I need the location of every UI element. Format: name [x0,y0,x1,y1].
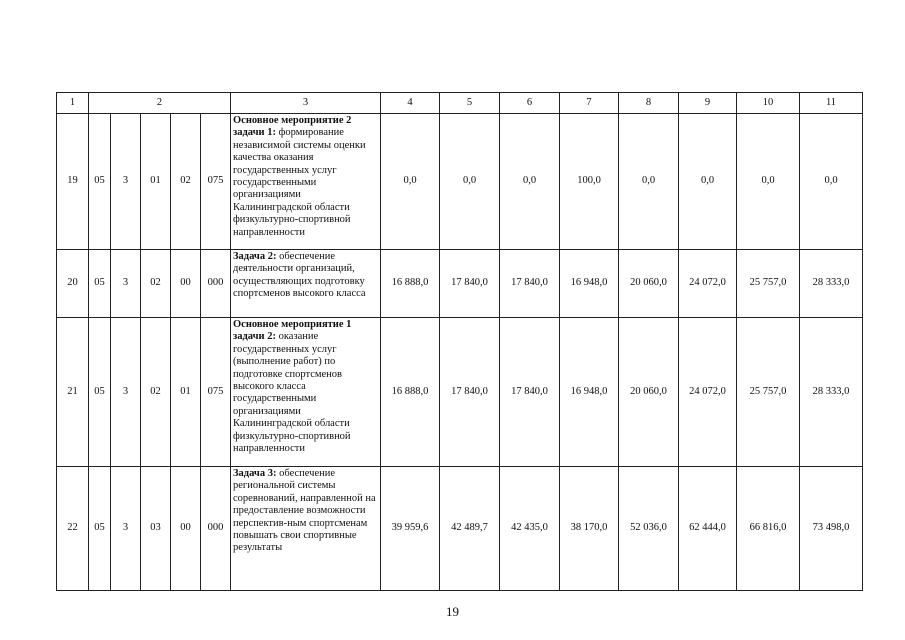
code-cell: 05 [89,467,111,591]
header-cell: 11 [800,93,863,114]
table-row [57,250,863,318]
value-cell: 28 333,0 [800,318,863,467]
description-cell [231,318,381,467]
value-cell: 16 948,0 [560,318,619,467]
description-cell [231,114,381,250]
value-cell: 0,0 [440,114,500,250]
header-cell: 10 [737,93,800,114]
header-cell: 8 [619,93,679,114]
value-cell: 39 959,6 [381,467,440,591]
value-cell: 73 498,0 [800,467,863,591]
value-cell: 17 840,0 [440,318,500,467]
code-cell: 05 [89,114,111,250]
value-cell: 16 888,0 [381,318,440,467]
table-row [57,114,863,250]
value-cell: 16 948,0 [560,250,619,318]
code-cell: 05 [89,250,111,318]
value-cell: 17 840,0 [500,318,560,467]
header-cell: 3 [231,93,381,114]
page-number: 19 [446,604,459,619]
code-cell: 00 [171,250,201,318]
description-heading: Задача 2: [233,251,277,262]
description-text: обеспечение региональной системы соревнований, направленной на предоставление возможности перспектив-ным спортсменам повышать свои спортивные результаты [233,468,376,554]
value-cell: 20 060,0 [619,250,679,318]
code-cell: 02 [141,318,171,467]
value-cell: 0,0 [679,114,737,250]
value-cell: 0,0 [619,114,679,250]
value-cell: 24 072,0 [679,318,737,467]
value-cell: 0,0 [381,114,440,250]
code-cell: 075 [201,114,231,250]
code-cell: 3 [111,250,141,318]
description-text: оказание государственных услуг (выполнение работ) по подготовке спортсменов высокого класса государственными организациями Калининградской области физкультурно-спортивной направленности [233,331,351,455]
value-cell: 100,0 [560,114,619,250]
value-cell: 66 816,0 [737,467,800,591]
value-cell: 52 036,0 [619,467,679,591]
header-cell: 7 [560,93,619,114]
value-cell: 16 888,0 [381,250,440,318]
value-cell: 25 757,0 [737,250,800,318]
table-row [57,467,863,591]
value-cell: 17 840,0 [440,250,500,318]
value-cell: 42 435,0 [500,467,560,591]
value-cell: 20 060,0 [619,318,679,467]
code-cell: 075 [201,318,231,467]
value-cell: 62 444,0 [679,467,737,591]
header-cell: 9 [679,93,737,114]
value-cell: 0,0 [500,114,560,250]
header-cell: 5 [440,93,500,114]
code-cell: 000 [201,250,231,318]
value-cell: 28 333,0 [800,250,863,318]
code-cell: 05 [89,318,111,467]
header-cell: 1 [57,93,89,114]
header-row [57,93,863,114]
row-number: 19 [57,114,89,250]
description-cell [231,250,381,318]
description-heading: Основное мероприятие 2 задачи 1: [233,115,352,139]
header-cell: 4 [381,93,440,114]
header-cell: 6 [500,93,560,114]
code-cell: 01 [141,114,171,250]
value-cell: 17 840,0 [500,250,560,318]
code-cell: 3 [111,318,141,467]
code-cell: 02 [171,114,201,250]
row-number: 22 [57,467,89,591]
value-cell: 0,0 [737,114,800,250]
description-cell [231,467,381,591]
budget-table [56,92,863,591]
code-cell: 00 [171,467,201,591]
table-row [57,318,863,467]
description-text: обеспечение деятельности организаций, осуществляющих подготовку спортсменов высокого класса [233,251,366,300]
value-cell: 42 489,7 [440,467,500,591]
row-number: 21 [57,318,89,467]
code-cell: 3 [111,114,141,250]
value-cell: 38 170,0 [560,467,619,591]
code-cell: 000 [201,467,231,591]
description-heading: Задача 3: [233,468,277,479]
value-cell: 24 072,0 [679,250,737,318]
description-text: формирование независимой системы оценки качества оказания государственных услуг государственными организациями Калининградской области физкультурно-спортивной направленности [233,127,366,238]
header-cell: 2 [89,93,231,114]
row-number: 20 [57,250,89,318]
value-cell: 0,0 [800,114,863,250]
code-cell: 02 [141,250,171,318]
code-cell: 01 [171,318,201,467]
code-cell: 03 [141,467,171,591]
value-cell: 25 757,0 [737,318,800,467]
code-cell: 3 [111,467,141,591]
description-heading: Основное мероприятие 1 задачи 2: [233,319,352,343]
